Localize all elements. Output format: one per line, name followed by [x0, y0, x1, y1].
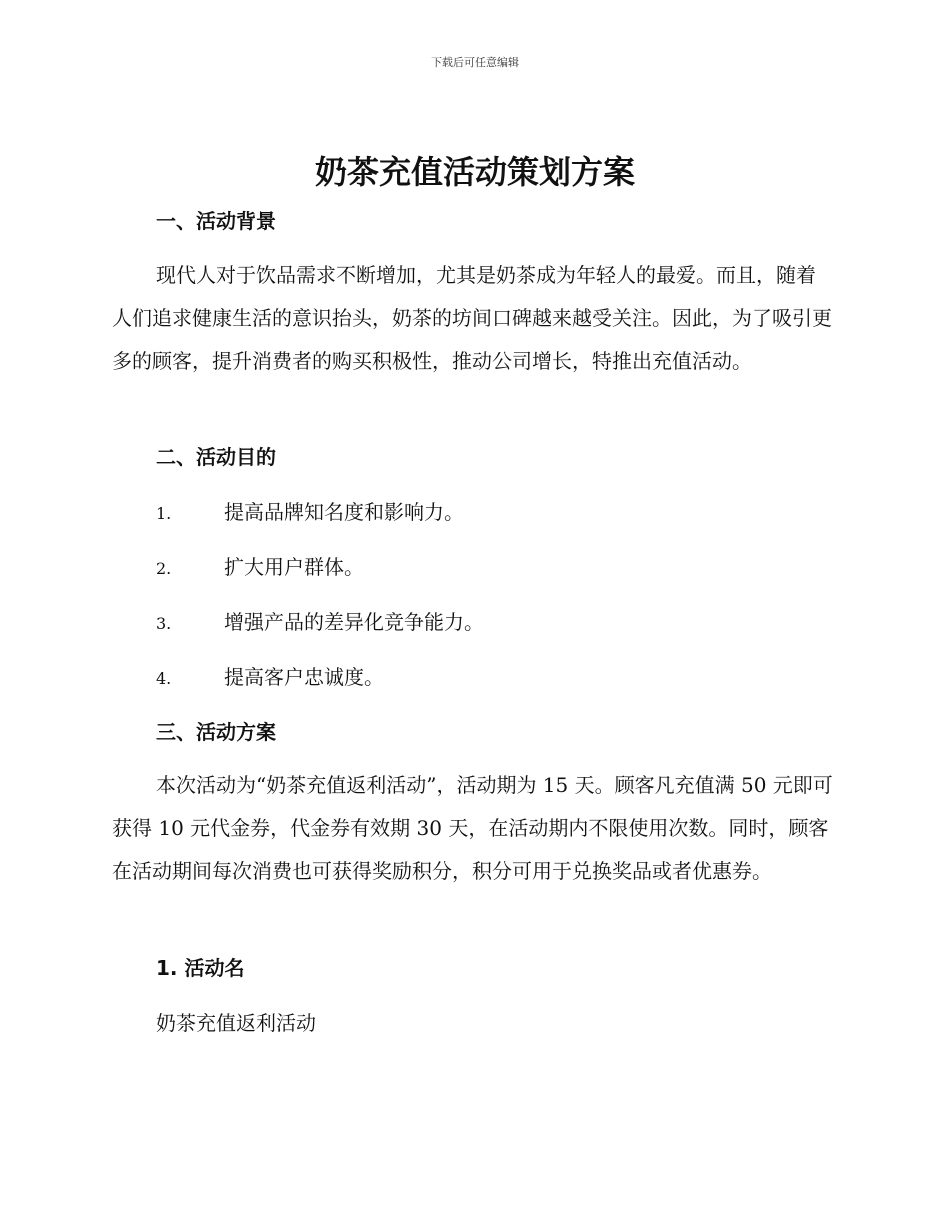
list-item [156, 608, 484, 638]
list-item-number: 2. [156, 559, 172, 578]
list-item [156, 498, 464, 528]
activity-name-text: 奶茶充值返利活动 [156, 1011, 316, 1035]
plan-paragraph: 本次活动为“奶茶充值返利活动”，活动期为 15 天。顾客凡充值满 50 元即可获得 10 元代金券，代金券有效期 30 天，在活动期内不限使用次数。同时，顾客在活动期间每次消费也可获得奖励积分，积分可用于兑换奖品或者优惠券。 [112, 773, 833, 883]
list-item [156, 553, 364, 583]
sub-heading-activity-name: 1. 活动名 [156, 956, 245, 980]
document-title: 奶茶充值活动策划方案 [314, 153, 635, 191]
list-item-number: 1. [156, 504, 172, 523]
list-item-number: 3. [156, 614, 172, 633]
header-note: 下载后可任意编辑 [431, 56, 519, 69]
list-item-text: 扩大用户群体。 [224, 555, 364, 579]
list-item-text: 提高客户忠诚度。 [224, 665, 384, 689]
section-heading-background: 一、活动背景 [156, 209, 276, 233]
list-item-number: 4. [156, 669, 172, 688]
section-heading-goals: 二、活动目的 [156, 445, 276, 469]
list-item-text: 提高品牌知名度和影响力。 [224, 500, 464, 524]
list-item [156, 663, 384, 693]
background-paragraph: 现代人对于饮品需求不断增加，尤其是奶茶成为年轻人的最爱。而且，随着人们追求健康生活的意识抬头，奶茶的坊间口碑越来越受关注。因此，为了吸引更多的顾客，提升消费者的购买积极性，推动公司增长，特推出充值活动。 [112, 263, 832, 373]
list-item-text: 增强产品的差异化竞争能力。 [224, 610, 484, 634]
section-heading-plan: 三、活动方案 [156, 720, 276, 744]
